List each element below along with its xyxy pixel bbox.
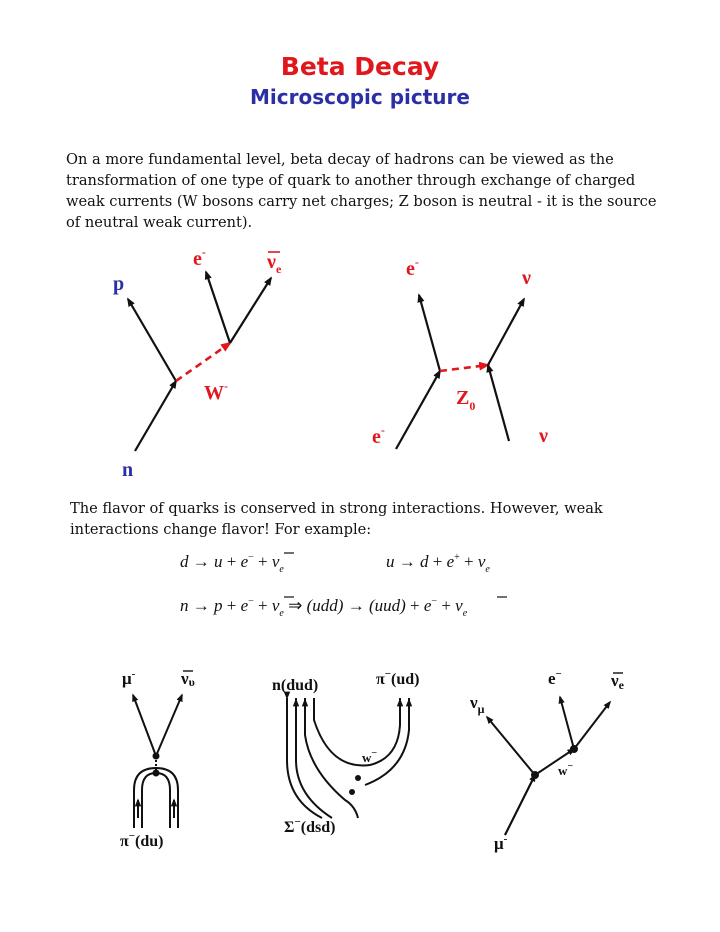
muon-line	[133, 695, 156, 756]
sigma-label: Σ−(dsd)	[284, 816, 336, 836]
vertex-dot	[570, 745, 578, 753]
equation-3: n → p + e− + $\nu_e$ ⇒ (udd) → (uud) + e− + $\nu_e$	[180, 596, 468, 619]
vertex-dot	[531, 771, 539, 779]
neutron-label: n(dud)	[272, 677, 319, 694]
electron-in-label: e-	[372, 423, 385, 448]
flavor-line: interactions change flavor! For example:	[70, 521, 372, 538]
w-label: w−	[362, 748, 378, 765]
muon-decay-diagram	[469, 668, 625, 853]
muon-label: μ-	[122, 668, 136, 688]
neutrino-out-label: ν	[522, 267, 531, 289]
vertex-dot	[349, 789, 355, 795]
neutrino-in-label: ν	[539, 425, 548, 447]
neutron-label: n	[122, 459, 134, 481]
w-label: w−	[558, 761, 574, 778]
pion-decay-diagram	[120, 668, 195, 850]
antineutrino-line	[574, 702, 610, 749]
proton-label: p	[113, 273, 125, 295]
quark-line	[305, 698, 358, 818]
z-boson-label: $Z_0$	[456, 387, 476, 413]
vertex-dot	[355, 775, 361, 781]
vertex-dot	[153, 753, 160, 760]
muon-neutrino-line	[487, 717, 535, 775]
electron-out-label: e-	[406, 255, 419, 280]
intro-line: transformation of one type of quark to another through exchange of charged	[66, 172, 636, 189]
flavor-line: The flavor of quarks is conserved in strong interactions. However, weak	[70, 500, 603, 517]
antineutrino-label: νe	[611, 671, 624, 692]
page-subtitle: Microscopic picture	[250, 85, 470, 109]
muon-neutrino-label: $\nu_\mu$	[470, 693, 485, 716]
antineutrino-line	[156, 695, 182, 756]
intro-line: of neutral weak current).	[66, 214, 253, 231]
w-boson-label: W-	[204, 379, 228, 404]
electron-label: e-	[193, 245, 206, 270]
antineutrino-label: $\nu_e$	[267, 251, 282, 276]
quark-arc-pion-inner	[365, 698, 409, 785]
electron-label: e−	[548, 668, 562, 688]
antineutrino-label: νυ	[181, 669, 195, 689]
page-title: Beta Decay	[280, 52, 440, 81]
muon-line-cont	[505, 775, 535, 835]
pion-label: π−(ud)	[376, 668, 420, 688]
quark-loop-outer	[134, 768, 178, 828]
equation-1: d → u + e− + $\nu_e$	[180, 552, 284, 575]
muon-label: μ-	[494, 833, 508, 853]
intro-line: On a more fundamental level, beta decay of hadrons can be viewed as the	[66, 151, 614, 168]
pion-label: π−(du)	[120, 830, 164, 850]
sigma-decay-diagram	[272, 668, 420, 836]
quark-loop	[142, 773, 170, 828]
equation-2: u → d + e+ + $\nu_e$	[386, 552, 490, 575]
electron-line	[560, 697, 574, 749]
intro-line: weak currents (W bosons carry net charges; Z boson is neutral - it is the source	[66, 193, 657, 210]
quark-arc-pion	[314, 698, 400, 765]
